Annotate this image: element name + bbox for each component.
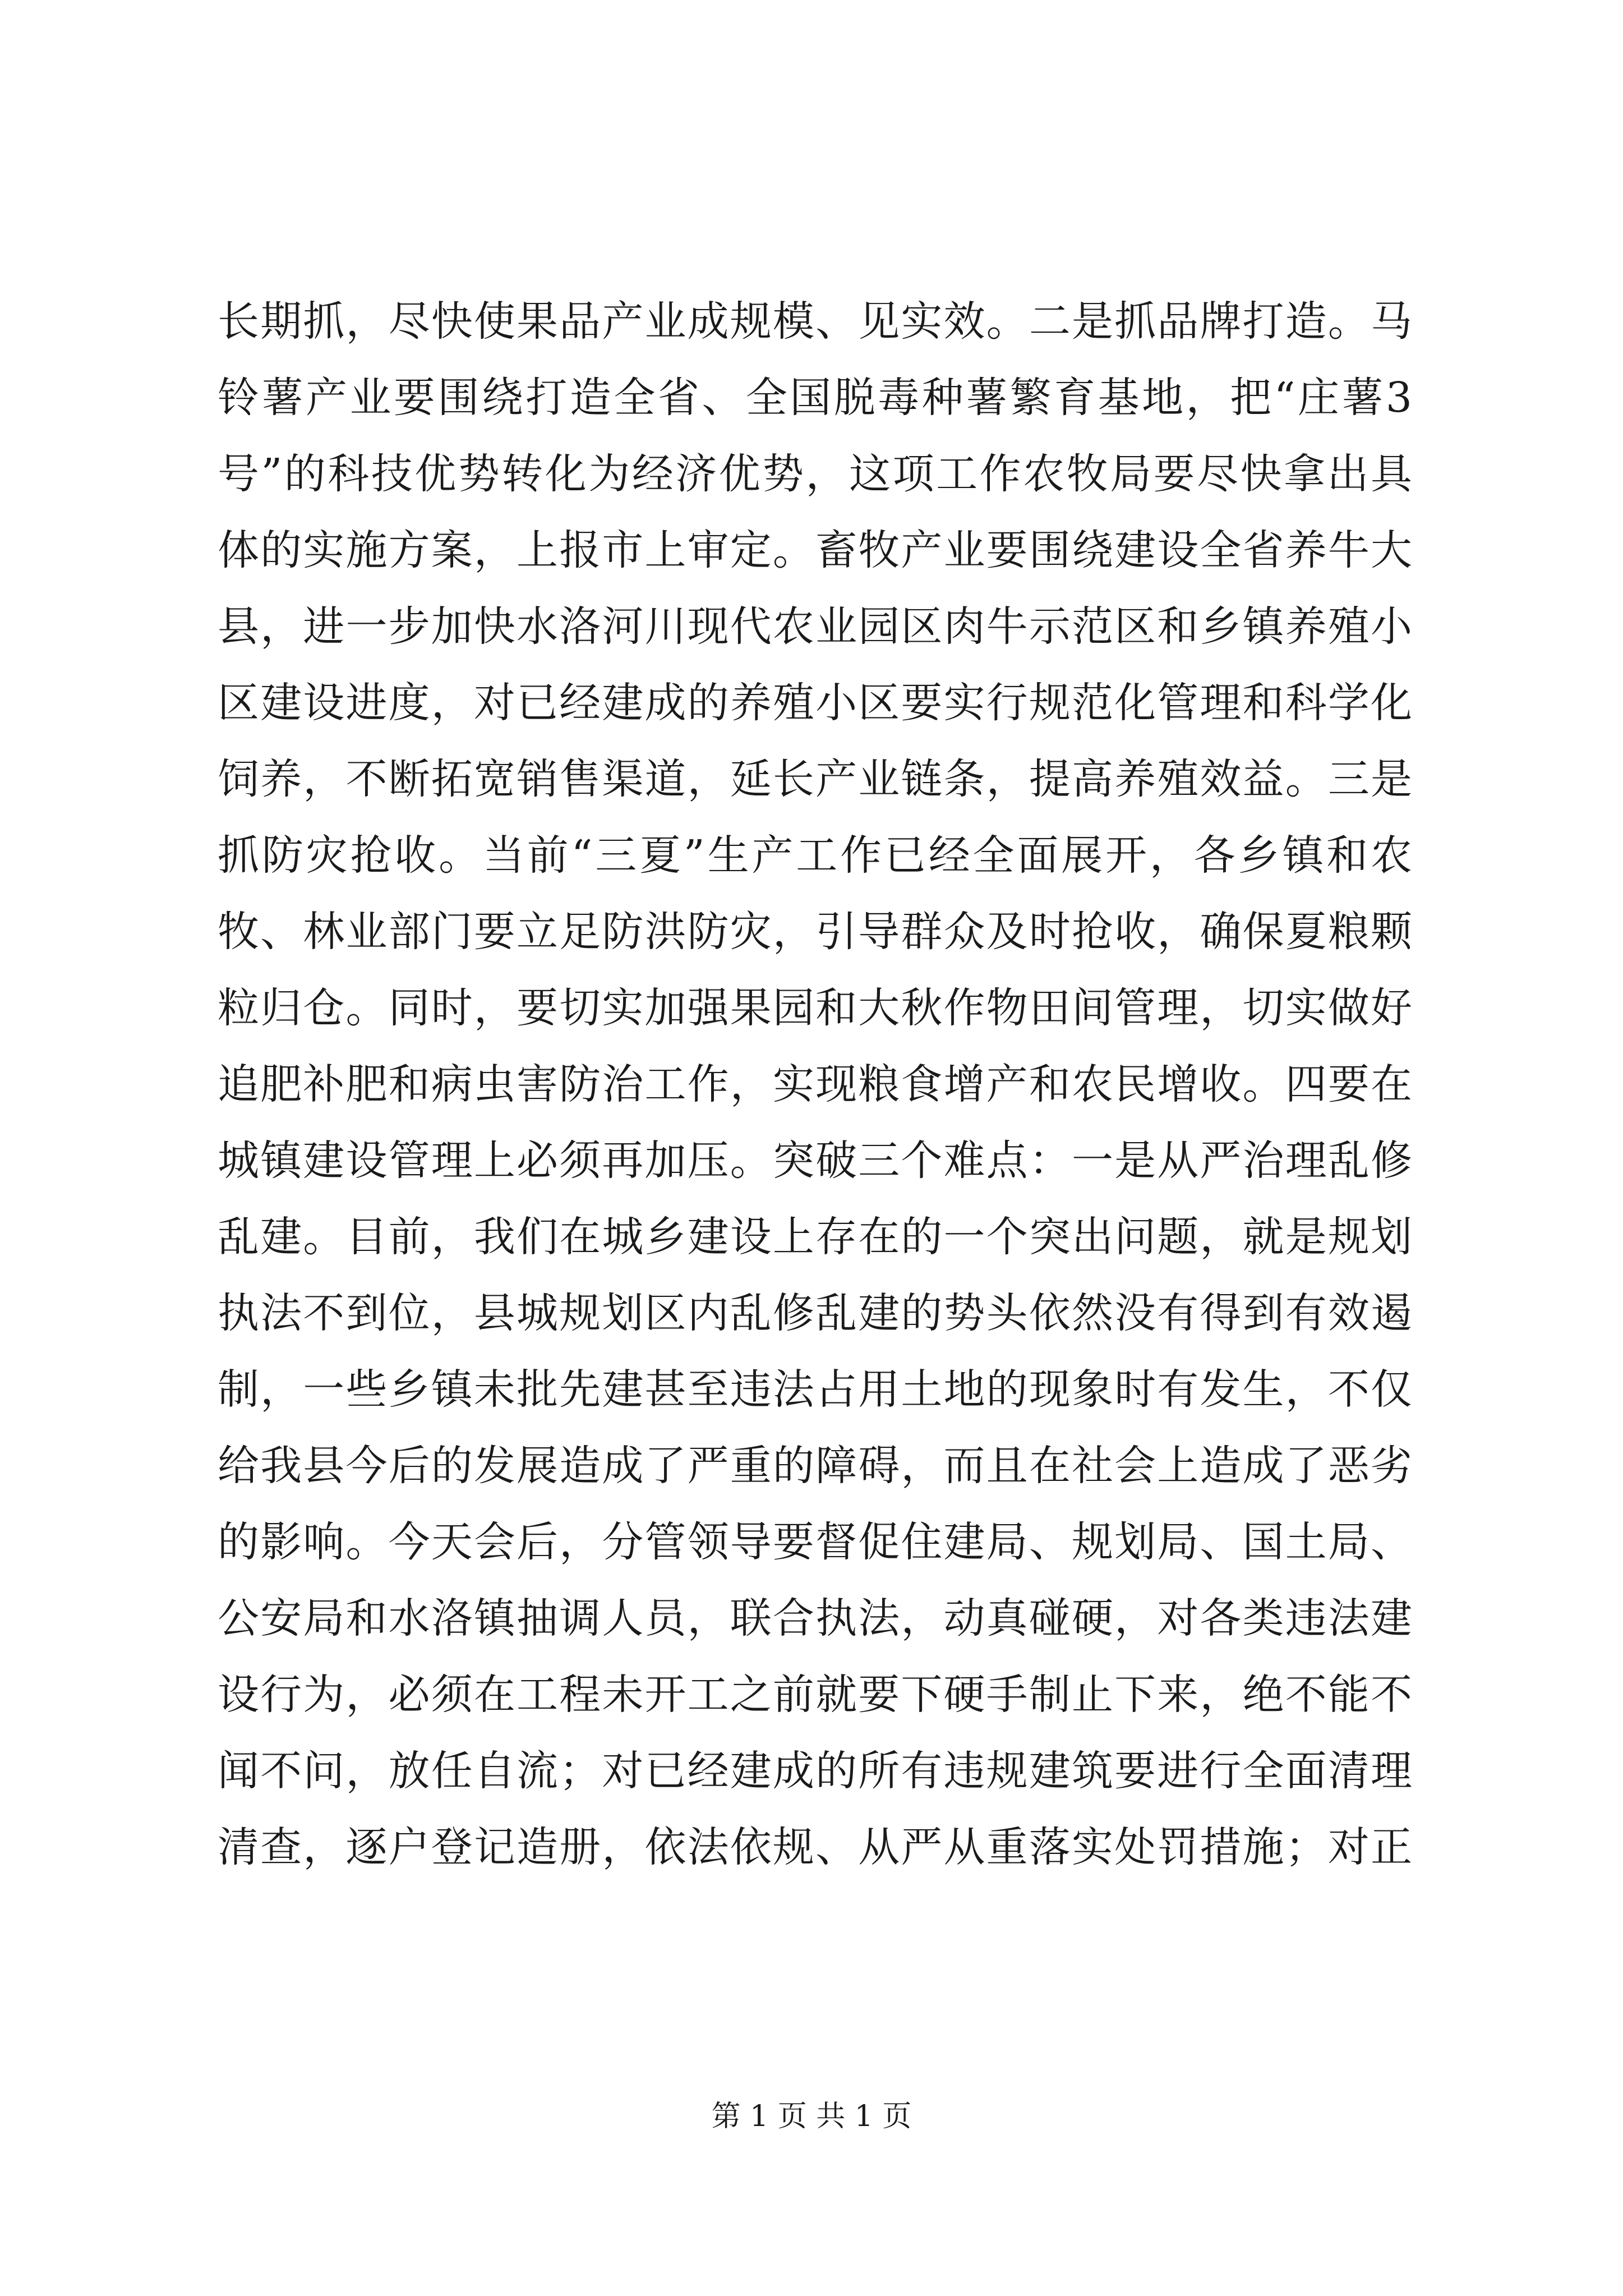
text-line: 的影响。今天会后，分管领导要督促住建局、规划局、国土局、 (218, 1518, 1412, 1566)
text-line: 体的实施方案，上报市上审定。畜牧产业要围绕建设全省养牛大 (218, 526, 1412, 574)
body-paragraph (218, 283, 1412, 1885)
text-line: 给我县今后的发展造成了严重的障碍，而且在社会上造成了恶劣 (218, 1442, 1412, 1490)
text-line: 粒归仓。同时，要切实加强果园和大秋作物田间管理，切实做好 (218, 984, 1412, 1032)
text-line: 铃薯产业要围绕打造全省、全国脱毒种薯繁育基地，把“庄薯3 (218, 374, 1412, 422)
text-line: 抓防灾抢收。当前“三夏”生产工作已经全面展开，各乡镇和农 (218, 831, 1412, 880)
text-line: 县，进一步加快水洛河川现代农业园区肉牛示范区和乡镇养殖小 (218, 602, 1412, 651)
text-line: 牧、林业部门要立足防洪防灾，引导群众及时抢收，确保夏粮颗 (218, 908, 1412, 956)
text-line: 长期抓，尽快使果品产业成规模、见实效。二是抓品牌打造。马 (218, 297, 1412, 346)
text-line: 制，一些乡镇未批先建甚至违法占用土地的现象时有发生，不仅 (218, 1365, 1412, 1414)
text-line: 城镇建设管理上必须再加压。突破三个难点：一是从严治理乱修 (218, 1137, 1412, 1185)
text-line: 清查，逐户登记造册，依法依规、从严从重落实处罚措施；对正 (218, 1823, 1412, 1871)
text-line: 执法不到位，县城规划区内乱修乱建的势头依然没有得到有效遏 (218, 1289, 1412, 1337)
text-line: 乱建。目前，我们在城乡建设上存在的一个突出问题，就是规划 (218, 1213, 1412, 1261)
text-line: 区建设进度，对已经建成的养殖小区要实行规范化管理和科学化 (218, 679, 1412, 727)
page-number-footer: 第 1 页 共 1 页 (711, 2100, 912, 2133)
text-line: 号”的科技优势转化为经济优势，这项工作农牧局要尽快拿出具 (218, 450, 1412, 498)
text-line: 追肥补肥和病虫害防治工作，实现粮食增产和农民增收。四要在 (218, 1060, 1412, 1108)
text-line: 公安局和水洛镇抽调人员，联合执法，动真碰硬，对各类违法建 (218, 1594, 1412, 1642)
text-line: 闻不问，放任自流；对已经建成的所有违规建筑要进行全面清理 (218, 1747, 1412, 1795)
text-line: 设行为，必须在工程未开工之前就要下硬手制止下来，绝不能不 (218, 1671, 1412, 1719)
text-line: 饲养，不断拓宽销售渠道，延长产业链条，提高养殖效益。三是 (218, 755, 1412, 803)
